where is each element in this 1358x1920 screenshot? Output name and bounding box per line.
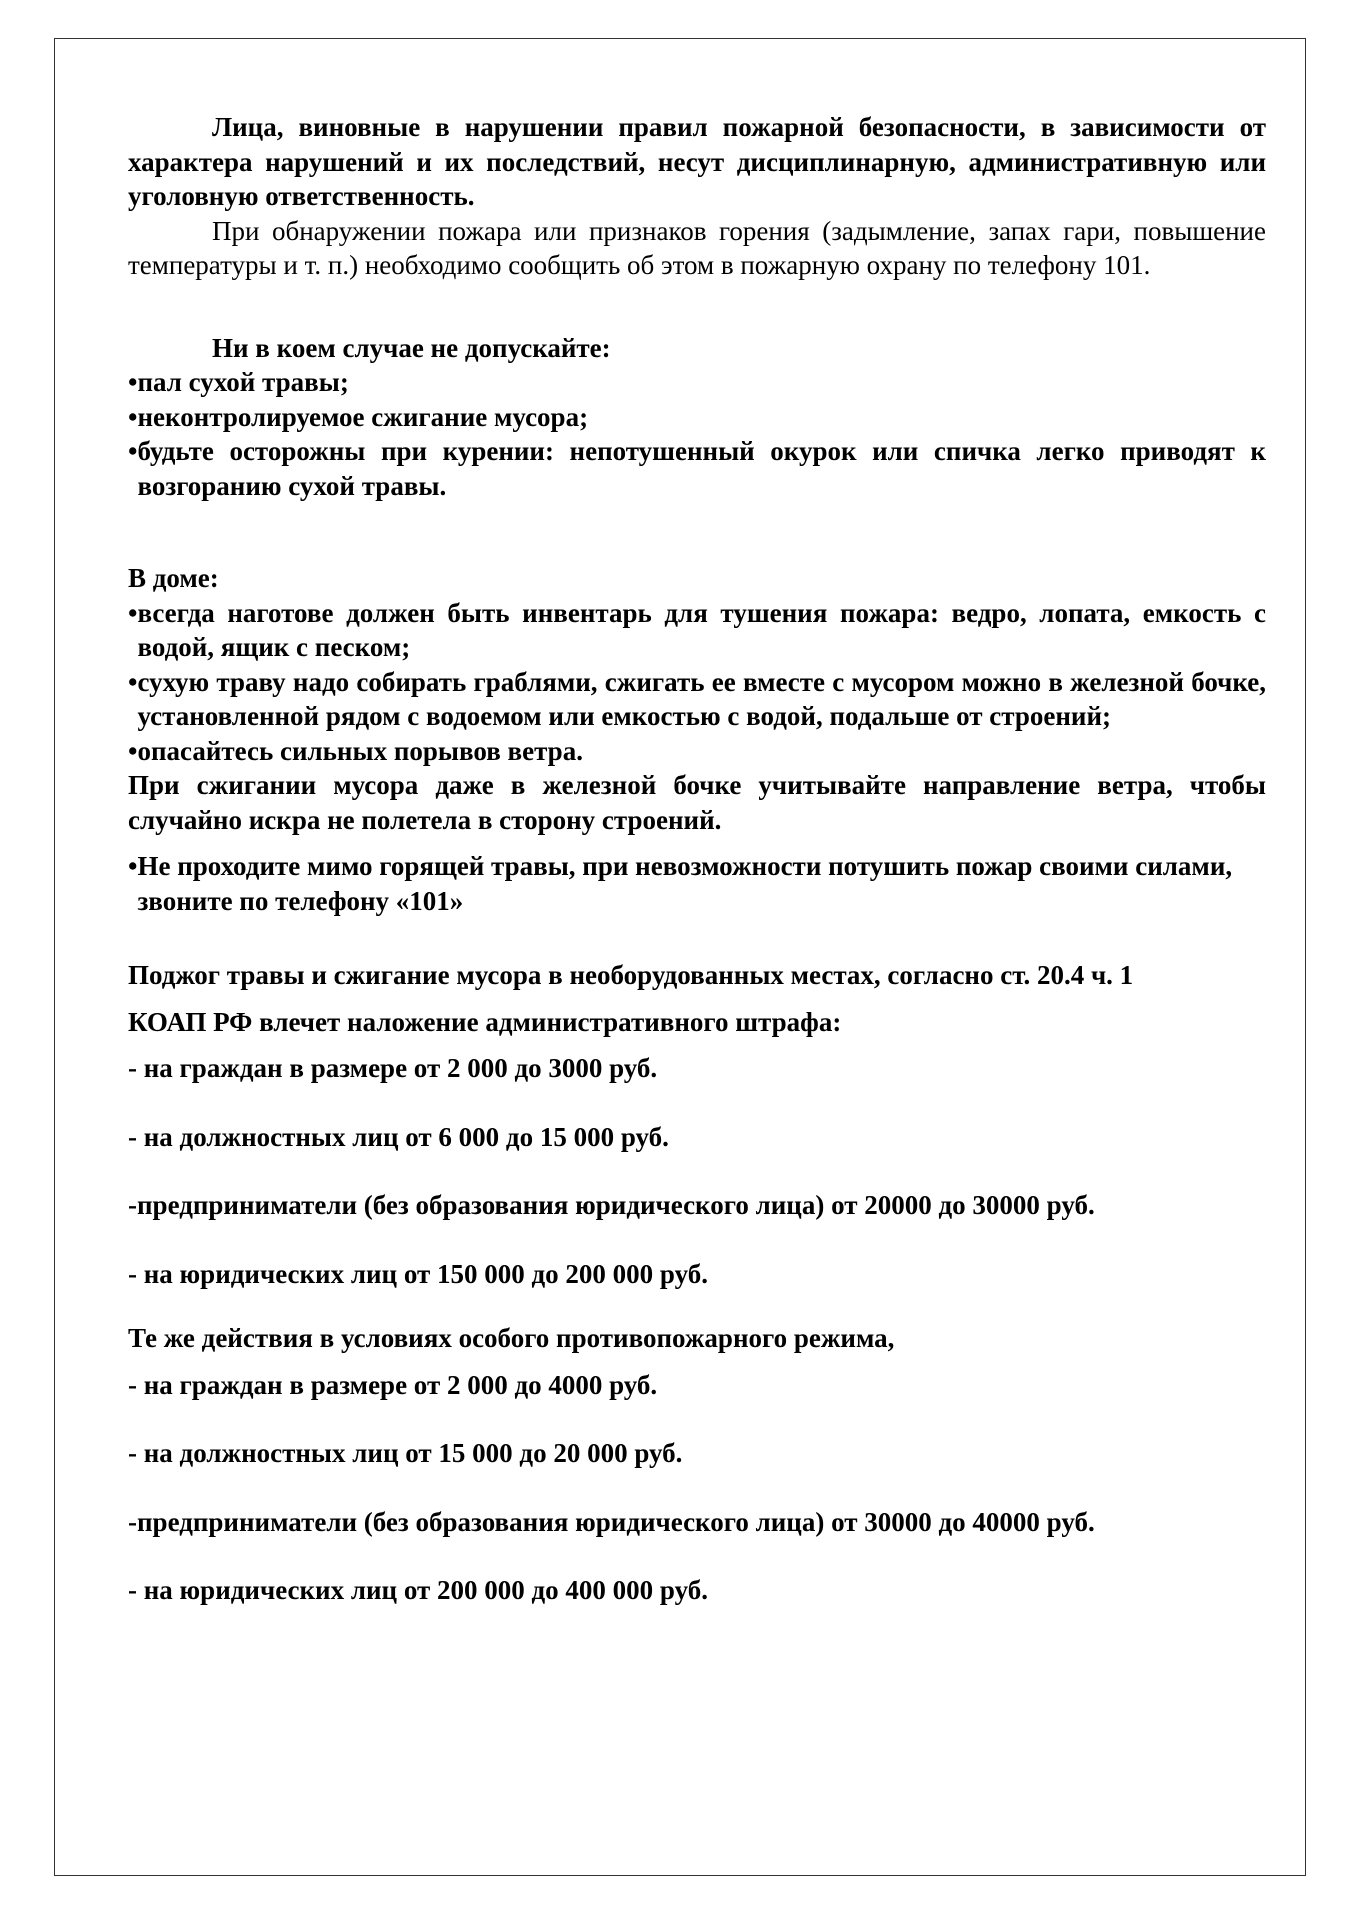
list-item [128, 365, 1266, 400]
bullet-icon: • [128, 851, 138, 881]
special-fine-officials: - на должностных лиц от 15 000 до 20 000 руб. [128, 1438, 683, 1468]
home-item-wind: опасайтесь сильных порывов ветра. [137, 735, 583, 766]
fine-citizens: - на граждан в размере от 2 000 до 3000 руб. [128, 1053, 658, 1083]
special-regime-heading: Те же действия в условиях особого противопожарного режима, [128, 1323, 895, 1353]
list-item [128, 665, 1266, 734]
special-fine-legal-entities: - на юридических лиц от 200 000 до 400 000 руб. [128, 1575, 708, 1605]
never-allow-heading: Ни в коем случае не допускайте: [212, 332, 611, 363]
bullet-icon: • [128, 735, 138, 766]
report-fire-paragraph: При обнаружении пожара или признаков горения (задымление, запах гари, повышение температуры и т. п.) необходимо сообщить об этом в пожарную охрану по телефону 101. [128, 215, 1266, 280]
list-item [128, 849, 1266, 918]
list-item [128, 734, 1266, 769]
home-item-dry-grass: сухую траву надо собирать граблями, сжигать ее вместе с мусором можно в железной бочке, установленной рядом с водоемом или емкостью с водой, подальше от строений; [137, 666, 1266, 731]
home-item-equipment: всегда наготове должен быть инвентарь для тушения пожара: ведро, лопата, емкость с водой, ящик с песком; [137, 597, 1266, 662]
wind-direction-note: При сжигании мусора даже в железной бочке учитывайте направление ветра, чтобы случайно искра не полетела в сторону строений. [128, 770, 1266, 835]
never-item-smoking: будьте осторожны при курении: непотушенный окурок или спичка легко приводят к возгоранию сухой травы. [137, 436, 1266, 501]
fine-officials: - на должностных лиц от 6 000 до 15 000 руб. [128, 1121, 669, 1152]
at-home-heading: В доме: [128, 563, 219, 593]
responsibility-paragraph: Лица, виновные в нарушении правил пожарной безопасности, в зависимости от характера нарушений и их последствий, несут дисциплинарную, административную или уголовную ответственность. [128, 112, 1266, 211]
bullet-icon: • [128, 401, 138, 432]
special-fine-citizens: - на граждан в размере от 2 000 до 4000 руб. [128, 1369, 658, 1400]
bullet-icon: • [128, 597, 138, 628]
document-body [128, 110, 1266, 1608]
list-item [128, 400, 1266, 435]
fine-legal-entities: - на юридических лиц от 150 000 до 200 000 руб. [128, 1258, 708, 1289]
bullet-icon: • [128, 666, 138, 697]
special-fine-entrepreneurs: -предприниматели (без образования юридического лица) от 30000 до 40000 руб. [128, 1506, 1095, 1537]
law-reference-line-1: Поджог травы и сжигание мусора в необорудованных местах, согласно ст. 20.4 ч. 1 [128, 960, 1134, 990]
list-item [128, 596, 1266, 665]
never-item-garbage: неконтролируемое сжигание мусора; [137, 401, 589, 432]
fine-entrepreneurs: -предприниматели (без образования юридического лица) от 20000 до 30000 руб. [128, 1190, 1095, 1220]
never-item-dry-grass: пал сухой травы; [137, 367, 349, 397]
law-reference-line-2: КОАП РФ влечет наложение административного штрафа: [128, 1006, 842, 1037]
list-item [128, 434, 1266, 503]
bullet-icon: • [128, 436, 138, 466]
call-101-item: Не проходите мимо горящей травы, при невозможности потушить пожар своими силами, звоните по телефону «101» [137, 851, 1233, 916]
bullet-icon: • [128, 367, 138, 397]
